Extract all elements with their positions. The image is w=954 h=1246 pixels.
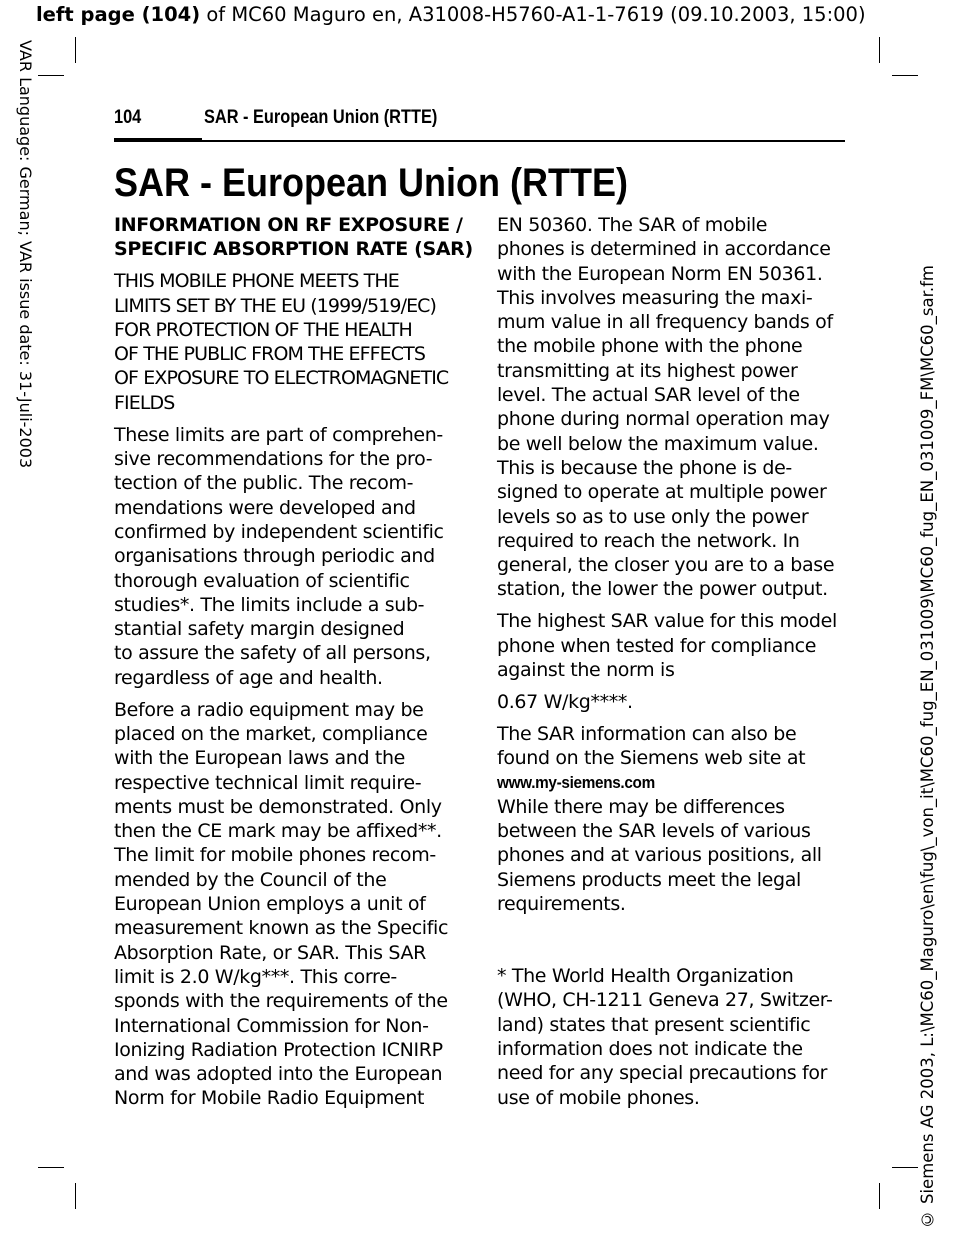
text-line: EN 50360. The SAR of mobile <box>497 214 768 236</box>
text-line: found on the Siemens web site at <box>497 747 806 770</box>
text-line: mum value in all frequency bands of <box>497 311 833 334</box>
page-title: SAR - European Union (RTTE) <box>114 161 628 205</box>
text-line: signed to operate at multiple power <box>497 481 827 504</box>
text-line: to assure the safety of all persons, <box>114 642 431 665</box>
text-line: THIS MOBILE PHONE MEETS THE <box>114 270 399 293</box>
print-job-header <box>36 2 936 28</box>
text-line: OF EXPOSURE TO ELECTROMAGNETIC <box>114 367 449 390</box>
text-line: This involves measuring the maxi- <box>497 286 813 309</box>
left-column <box>114 213 473 1118</box>
crop-mark-tr-v <box>879 37 880 63</box>
text-line: Ionizing Radiation Protection ICNIRP <box>114 1038 443 1061</box>
text-line: Norm for Mobile Radio Equipment <box>114 1087 425 1110</box>
sar-measurement-paragraph <box>497 213 842 602</box>
sar-value: 0.67 W/kg****. <box>497 691 633 714</box>
heading-line: SPECIFIC ABSORPTION RATE (SAR) <box>114 238 473 261</box>
side-note-file-path: © Siemens AG 2003, L:\MC60_Maguro\en\fug\_von_it\MC60_fug_EN_031009\MC60_fug_EN_031009_FM\MC60_sar.fm <box>918 265 937 1229</box>
text-line: limit is 2.0 W/kg***. This corre- <box>114 965 397 988</box>
crop-mark-tl-v <box>75 37 76 63</box>
crop-mark-bl-v <box>75 1183 76 1209</box>
text-line: FOR PROTECTION OF THE HEALTH <box>114 318 412 341</box>
limits-paragraph <box>114 423 459 690</box>
print-job-details: of MC60 Maguro en, A31008-H5760-A1-1-7619 (09.10.2003, 15:00) <box>200 3 866 26</box>
text-line: LIMITS SET BY THE EU (1999/519/EC) <box>114 294 437 317</box>
text-line: level. The actual SAR level of the <box>497 384 800 407</box>
heading-line: INFORMATION ON RF EXPOSURE / <box>114 214 463 236</box>
text-line: measurement known as the Specific <box>114 917 449 940</box>
text-line: tection of the public. The recom- <box>114 472 414 495</box>
highest-sar-paragraph <box>497 609 842 682</box>
text-line: These limits are part of comprehen- <box>114 423 443 446</box>
compliance-paragraph <box>114 698 459 1111</box>
text-line: * The World Health Organization <box>497 965 794 988</box>
siemens-website-link[interactable]: www.my-siemens.com <box>497 772 655 792</box>
page-number: 104 <box>114 107 142 128</box>
text-line: Before a radio equipment may be <box>114 698 424 721</box>
eu-limits-statement <box>114 269 459 415</box>
text-line: placed on the market, compliance <box>114 723 428 745</box>
text-line: with the European Norm EN 50361. <box>497 262 823 285</box>
text-line: While there may be differences <box>497 795 785 818</box>
text-line: regardless of age and health. <box>114 666 383 689</box>
text-line: land) states that present scientific <box>497 1013 811 1036</box>
text-line: respective technical limit require- <box>114 771 422 794</box>
crop-mark-bl-h <box>38 1167 64 1168</box>
rf-exposure-heading <box>114 213 473 262</box>
text-line: levels so as to use only the power <box>497 505 809 528</box>
text-line: studies*. The limits include a sub- <box>114 593 425 616</box>
text-line: required to reach the network. In <box>497 529 800 552</box>
text-line: be well below the maximum value. <box>497 432 819 455</box>
text-line: station, the lower the power output. <box>497 578 828 601</box>
text-line: phone during normal operation may <box>497 408 830 431</box>
text-line: between the SAR levels of various <box>497 820 811 843</box>
text-line: FIELDS <box>114 391 175 414</box>
text-line: mended by the Council of the <box>114 868 387 891</box>
crop-mark-br-h <box>892 1167 918 1168</box>
text-line: information does not indicate the <box>497 1037 803 1060</box>
text-line: use of mobile phones. <box>497 1086 700 1109</box>
text-line: then the CE mark may be affixed**. <box>114 820 442 843</box>
crop-mark-br-v <box>879 1183 880 1209</box>
header-rule <box>114 140 845 142</box>
text-line: Siemens products meet the legal <box>497 868 801 891</box>
text-line: OF THE PUBLIC FROM THE EFFECTS <box>114 343 426 366</box>
text-line: thorough evaluation of scientific <box>114 569 410 592</box>
text-line: stantial safety margin designed <box>114 618 405 641</box>
text-line: confirmed by independent scientific <box>114 520 444 543</box>
text-line: phones is determined in accordance <box>497 238 831 261</box>
footnote-who <box>497 964 842 1110</box>
text-line: This is because the phone is de- <box>497 456 792 479</box>
text-line: phone when tested for compliance <box>497 634 817 657</box>
text-line: phones and at various positions, all <box>497 844 822 867</box>
right-column <box>497 213 842 1118</box>
text-line: transmitting at its highest power <box>497 359 798 382</box>
text-line: Absorption Rate, or SAR. This SAR <box>114 941 426 964</box>
text-line: with the European laws and the <box>114 747 405 770</box>
text-line: ments must be demonstrated. Only <box>114 795 442 818</box>
text-line: general, the closer you are to a base <box>497 554 835 577</box>
text-line: European Union employs a unit of <box>114 893 426 916</box>
text-line: The highest SAR value for this model <box>497 610 837 633</box>
print-job-page: left page (104) <box>36 3 201 26</box>
text-line: The limit for mobile phones recom- <box>114 844 436 867</box>
text-line: sponds with the requirements of the <box>114 990 448 1013</box>
text-line: against the norm is <box>497 659 675 682</box>
text-line: The SAR information can also be <box>497 723 797 745</box>
text-line: International Commission for Non- <box>114 1014 429 1037</box>
text-line: the mobile phone with the phone <box>497 335 803 358</box>
text-line: and was adopted into the European <box>114 1063 443 1086</box>
text-line: need for any special precautions for <box>497 1062 828 1085</box>
running-header-title: SAR - European Union (RTTE) <box>204 107 438 128</box>
text-line: requirements. <box>497 893 626 916</box>
crop-mark-tl-h <box>38 75 64 76</box>
text-line: organisations through periodic and <box>114 545 435 568</box>
text-line: (WHO, CH-1211 Geneva 27, Switzer- <box>497 989 833 1012</box>
crop-mark-tr-h <box>892 75 918 76</box>
website-paragraph <box>497 722 842 916</box>
text-line: mendations were developed and <box>114 496 416 519</box>
spacer <box>497 924 842 964</box>
text-line: sive recommendations for the pro- <box>114 448 433 471</box>
side-note-language: VAR Language: German; VAR issue date: 31-Juli-2003 <box>16 40 35 469</box>
